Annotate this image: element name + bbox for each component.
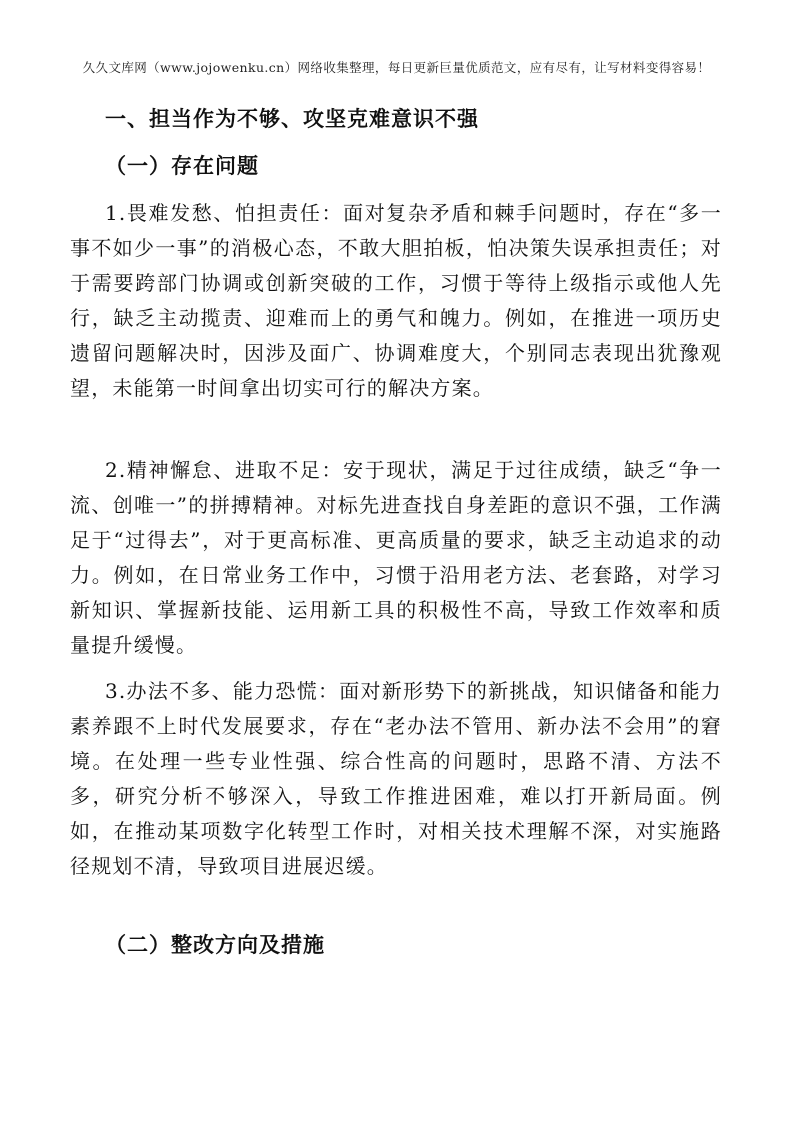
paragraph-3: 3.办法不多、能力恐慌：面对新形势下的新挑战，知识储备和能力素养跟不上时代发展要求，存在“老办法不管用、新办法不会用”的窘境。在处理一些专业性强、综合性高的问题时，思路不清、方法不多，研究分析不够深入，导致工作推进困难，难以打开新局面。例如，在推动某项数字化转型工作时，对相关技术理解不深，对实施路径规划不清，导致项目进展迟缓。: [70, 679, 722, 878]
paragraph-2: 2.精神懈怠、进取不足：安于现状，满足于过往成绩，缺乏“争一流、创唯一”的拼搏精神。对标先进查找自身差距的意识不强，工作满足于“过得去”，对于更高标准、更高质量的要求，缺乏主动追求的动力。例如，在日常业务工作中，习惯于沿用老方法、老套路，对学习新知识、掌握新技能、运用新工具的积极性不高，导致工作效率和质量提升缓慢。: [70, 458, 722, 657]
paragraph-1: 1.畏难发愁、怕担责任：面对复杂矛盾和棘手问题时，存在“多一事不如少一事”的消极心态，不敢大胆拍板，怕决策失误承担责任；对于需要跨部门协调或创新突破的工作，习惯于等待上级指示或他人先行，缺乏主动揽责、迎难而上的勇气和魄力。例如，在推进一项历史遗留问题解决时，因涉及面广、协调难度大，个别同志表现出犹豫观望，未能第一时间拿出切实可行的解决方案。: [70, 201, 722, 400]
subsection-title-measures: （二）整改方向及措施: [105, 932, 325, 957]
header-note: 久久文库网（www.jojowenku.cn）网络收集整理，每日更新巨量优质范文，应有尽有，让写材料变得容易！: [82, 60, 711, 75]
subsection-title-problems: （一）存在问题: [105, 153, 259, 178]
section-title: 一、担当作为不够、攻坚克难意识不强: [105, 106, 479, 131]
